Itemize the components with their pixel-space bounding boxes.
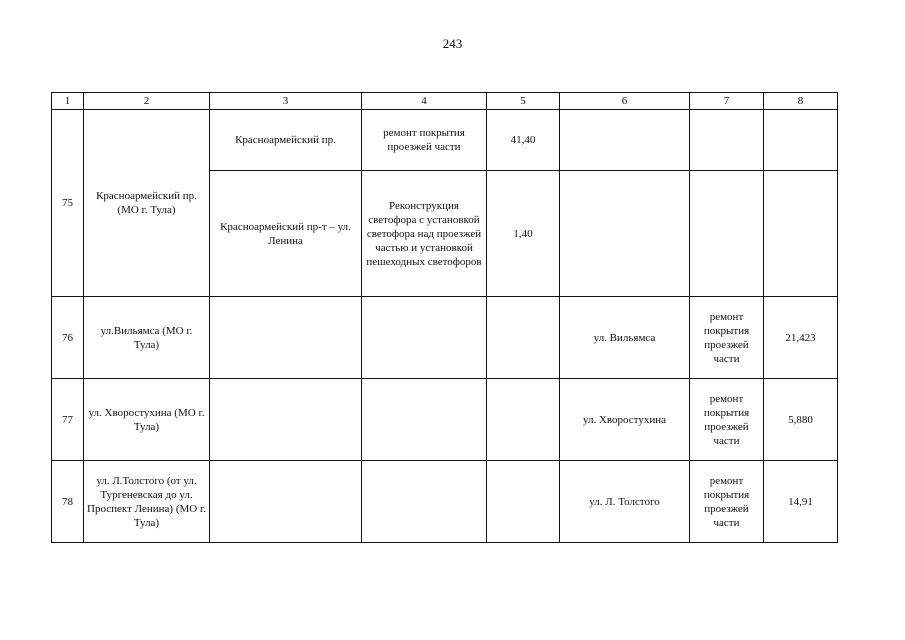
header-cell: 2 — [84, 93, 210, 110]
empty-cell — [362, 461, 487, 543]
empty-cell — [210, 379, 362, 461]
street-cell: Красноармейский пр-т – ул. Ленина — [210, 171, 362, 297]
value-cell: 14,91 — [764, 461, 838, 543]
table-row — [52, 110, 838, 171]
empty-cell — [690, 110, 764, 171]
header-cell: 5 — [487, 93, 560, 110]
page-number: 243 — [442, 36, 463, 51]
street-cell: ул. Л. Толстого — [560, 461, 690, 543]
row-number: 78 — [52, 461, 84, 543]
row-number: 77 — [52, 379, 84, 461]
header-cell: 3 — [210, 93, 362, 110]
empty-cell — [764, 110, 838, 171]
value-cell: 41,40 — [487, 110, 560, 171]
street-cell: ул. Вильямса — [560, 297, 690, 379]
table-row — [52, 379, 838, 461]
empty-cell — [487, 461, 560, 543]
empty-cell — [690, 171, 764, 297]
object-name: ул. Хворостухина (МО г. Тула) — [84, 379, 210, 461]
empty-cell — [764, 171, 838, 297]
row-number: 75 — [52, 110, 84, 297]
header-cell: 1 — [52, 93, 84, 110]
table-row — [52, 461, 838, 543]
work-type-cell: ремонт покрытия проезжей части — [690, 461, 764, 543]
empty-cell — [487, 297, 560, 379]
empty-cell — [560, 171, 690, 297]
empty-cell — [487, 379, 560, 461]
header-cell: 4 — [362, 93, 487, 110]
work-type-cell: ремонт покрытия проезжей части — [690, 379, 764, 461]
header-row — [52, 93, 838, 110]
street-cell: Красноармейский пр. — [210, 110, 362, 171]
work-type-cell: ремонт покрытия проезжей части — [362, 110, 487, 171]
object-name: ул. Л.Толстого (от ул. Тургеневская до ул. Проспект Ленина) (МО г. Тула) — [84, 461, 210, 543]
street-cell: ул. Хворостухина — [560, 379, 690, 461]
value-cell: 5,880 — [764, 379, 838, 461]
work-type-cell: Реконструкция светофора с установкой светофора над проезжей частью и установкой пешеходных светофоров — [362, 171, 487, 297]
row-number: 76 — [52, 297, 84, 379]
empty-cell — [560, 110, 690, 171]
empty-cell — [362, 379, 487, 461]
header-cell: 7 — [690, 93, 764, 110]
value-cell: 21,423 — [764, 297, 838, 379]
table-row — [52, 297, 838, 379]
empty-cell — [362, 297, 487, 379]
header-cell: 8 — [764, 93, 838, 110]
empty-cell — [210, 461, 362, 543]
work-type-cell: ремонт покрытия проезжей части — [690, 297, 764, 379]
object-name: Красноармейский пр. (МО г. Тула) — [84, 110, 210, 297]
object-name: ул.Вильямса (МО г. Тула) — [84, 297, 210, 379]
header-cell: 6 — [560, 93, 690, 110]
value-cell: 1,40 — [487, 171, 560, 297]
empty-cell — [210, 297, 362, 379]
data-table — [51, 92, 838, 543]
